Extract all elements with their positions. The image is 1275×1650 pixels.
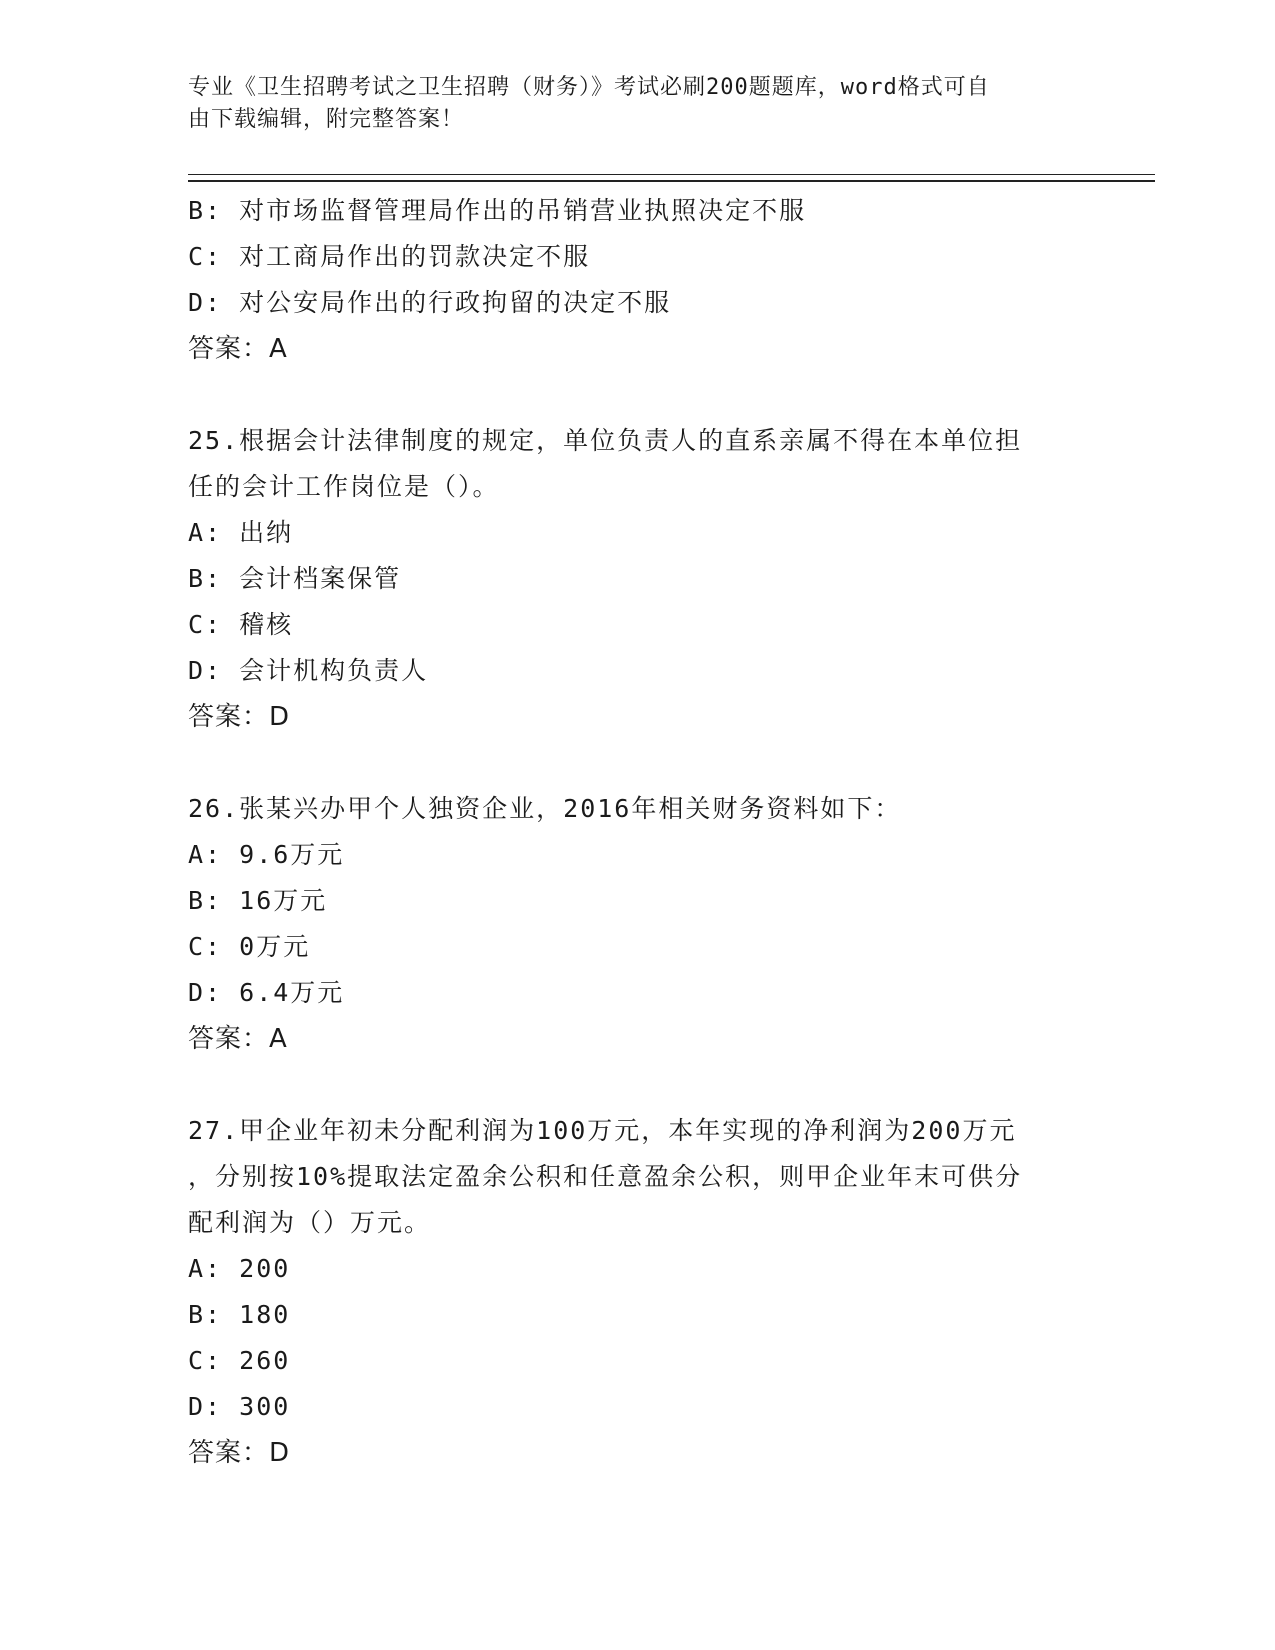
- option-c: C: 稽核: [188, 610, 294, 639]
- option-d: D: 300: [188, 1392, 291, 1421]
- spacer: [188, 740, 1088, 786]
- header-line-1: 专业《卫生招聘考试之卫生招聘（财务）》考试必刷200题题库，word格式可自: [188, 75, 990, 100]
- option-b: B: 16万元: [188, 886, 328, 915]
- option-d: D: 6.4万元: [188, 978, 345, 1007]
- question-25: [188, 418, 1088, 740]
- question-26: [188, 786, 1088, 1062]
- question-stem-line: 27.甲企业年初未分配利润为100万元，本年实现的净利润为200万元: [188, 1116, 1017, 1145]
- header-line-2: 由下载编辑，附完整答案！: [188, 107, 465, 132]
- spacer: [188, 372, 1088, 418]
- option-a: A: 出纳: [188, 518, 294, 547]
- answer-label: 答案：A: [188, 334, 288, 364]
- question-list: [188, 188, 1088, 1476]
- option-c: C: 对工商局作出的罚款决定不服: [188, 242, 591, 271]
- question-stem-line: 配利润为（）万元。: [188, 1208, 432, 1237]
- answer-label: 答案：A: [188, 1024, 288, 1054]
- header-divider-thick: [188, 180, 1155, 182]
- option-b: B: 180: [188, 1300, 291, 1329]
- answer-label: 答案：D: [188, 702, 291, 732]
- spacer: [188, 1062, 1088, 1108]
- question-stem-line: 26.张某兴办甲个人独资企业，2016年相关财务资料如下：: [188, 794, 902, 823]
- option-c: C: 260: [188, 1346, 291, 1375]
- question-stem-line: ，分别按10%提取法定盈余公积和任意盈余公积，则甲企业年末可供分: [188, 1162, 1023, 1191]
- option-b: B: 对市场监督管理局作出的吊销营业执照决定不服: [188, 196, 807, 225]
- question-stem-line: 任的会计工作岗位是（）。: [188, 472, 500, 501]
- header-divider-thin: [188, 174, 1155, 175]
- question-stem-line: 25.根据会计法律制度的规定，单位负责人的直系亲属不得在本单位担: [188, 426, 1023, 455]
- option-a: A: 200: [188, 1254, 291, 1283]
- document-header: [188, 72, 1068, 136]
- question-27: [188, 1108, 1088, 1476]
- question-24: [188, 188, 1088, 372]
- option-c: C: 0万元: [188, 932, 311, 961]
- option-d: D: 会计机构负责人: [188, 656, 429, 685]
- option-a: A: 9.6万元: [188, 840, 345, 869]
- answer-label: 答案：D: [188, 1438, 291, 1468]
- option-d: D: 对公安局作出的行政拘留的决定不服: [188, 288, 672, 317]
- option-b: B: 会计档案保管: [188, 564, 402, 593]
